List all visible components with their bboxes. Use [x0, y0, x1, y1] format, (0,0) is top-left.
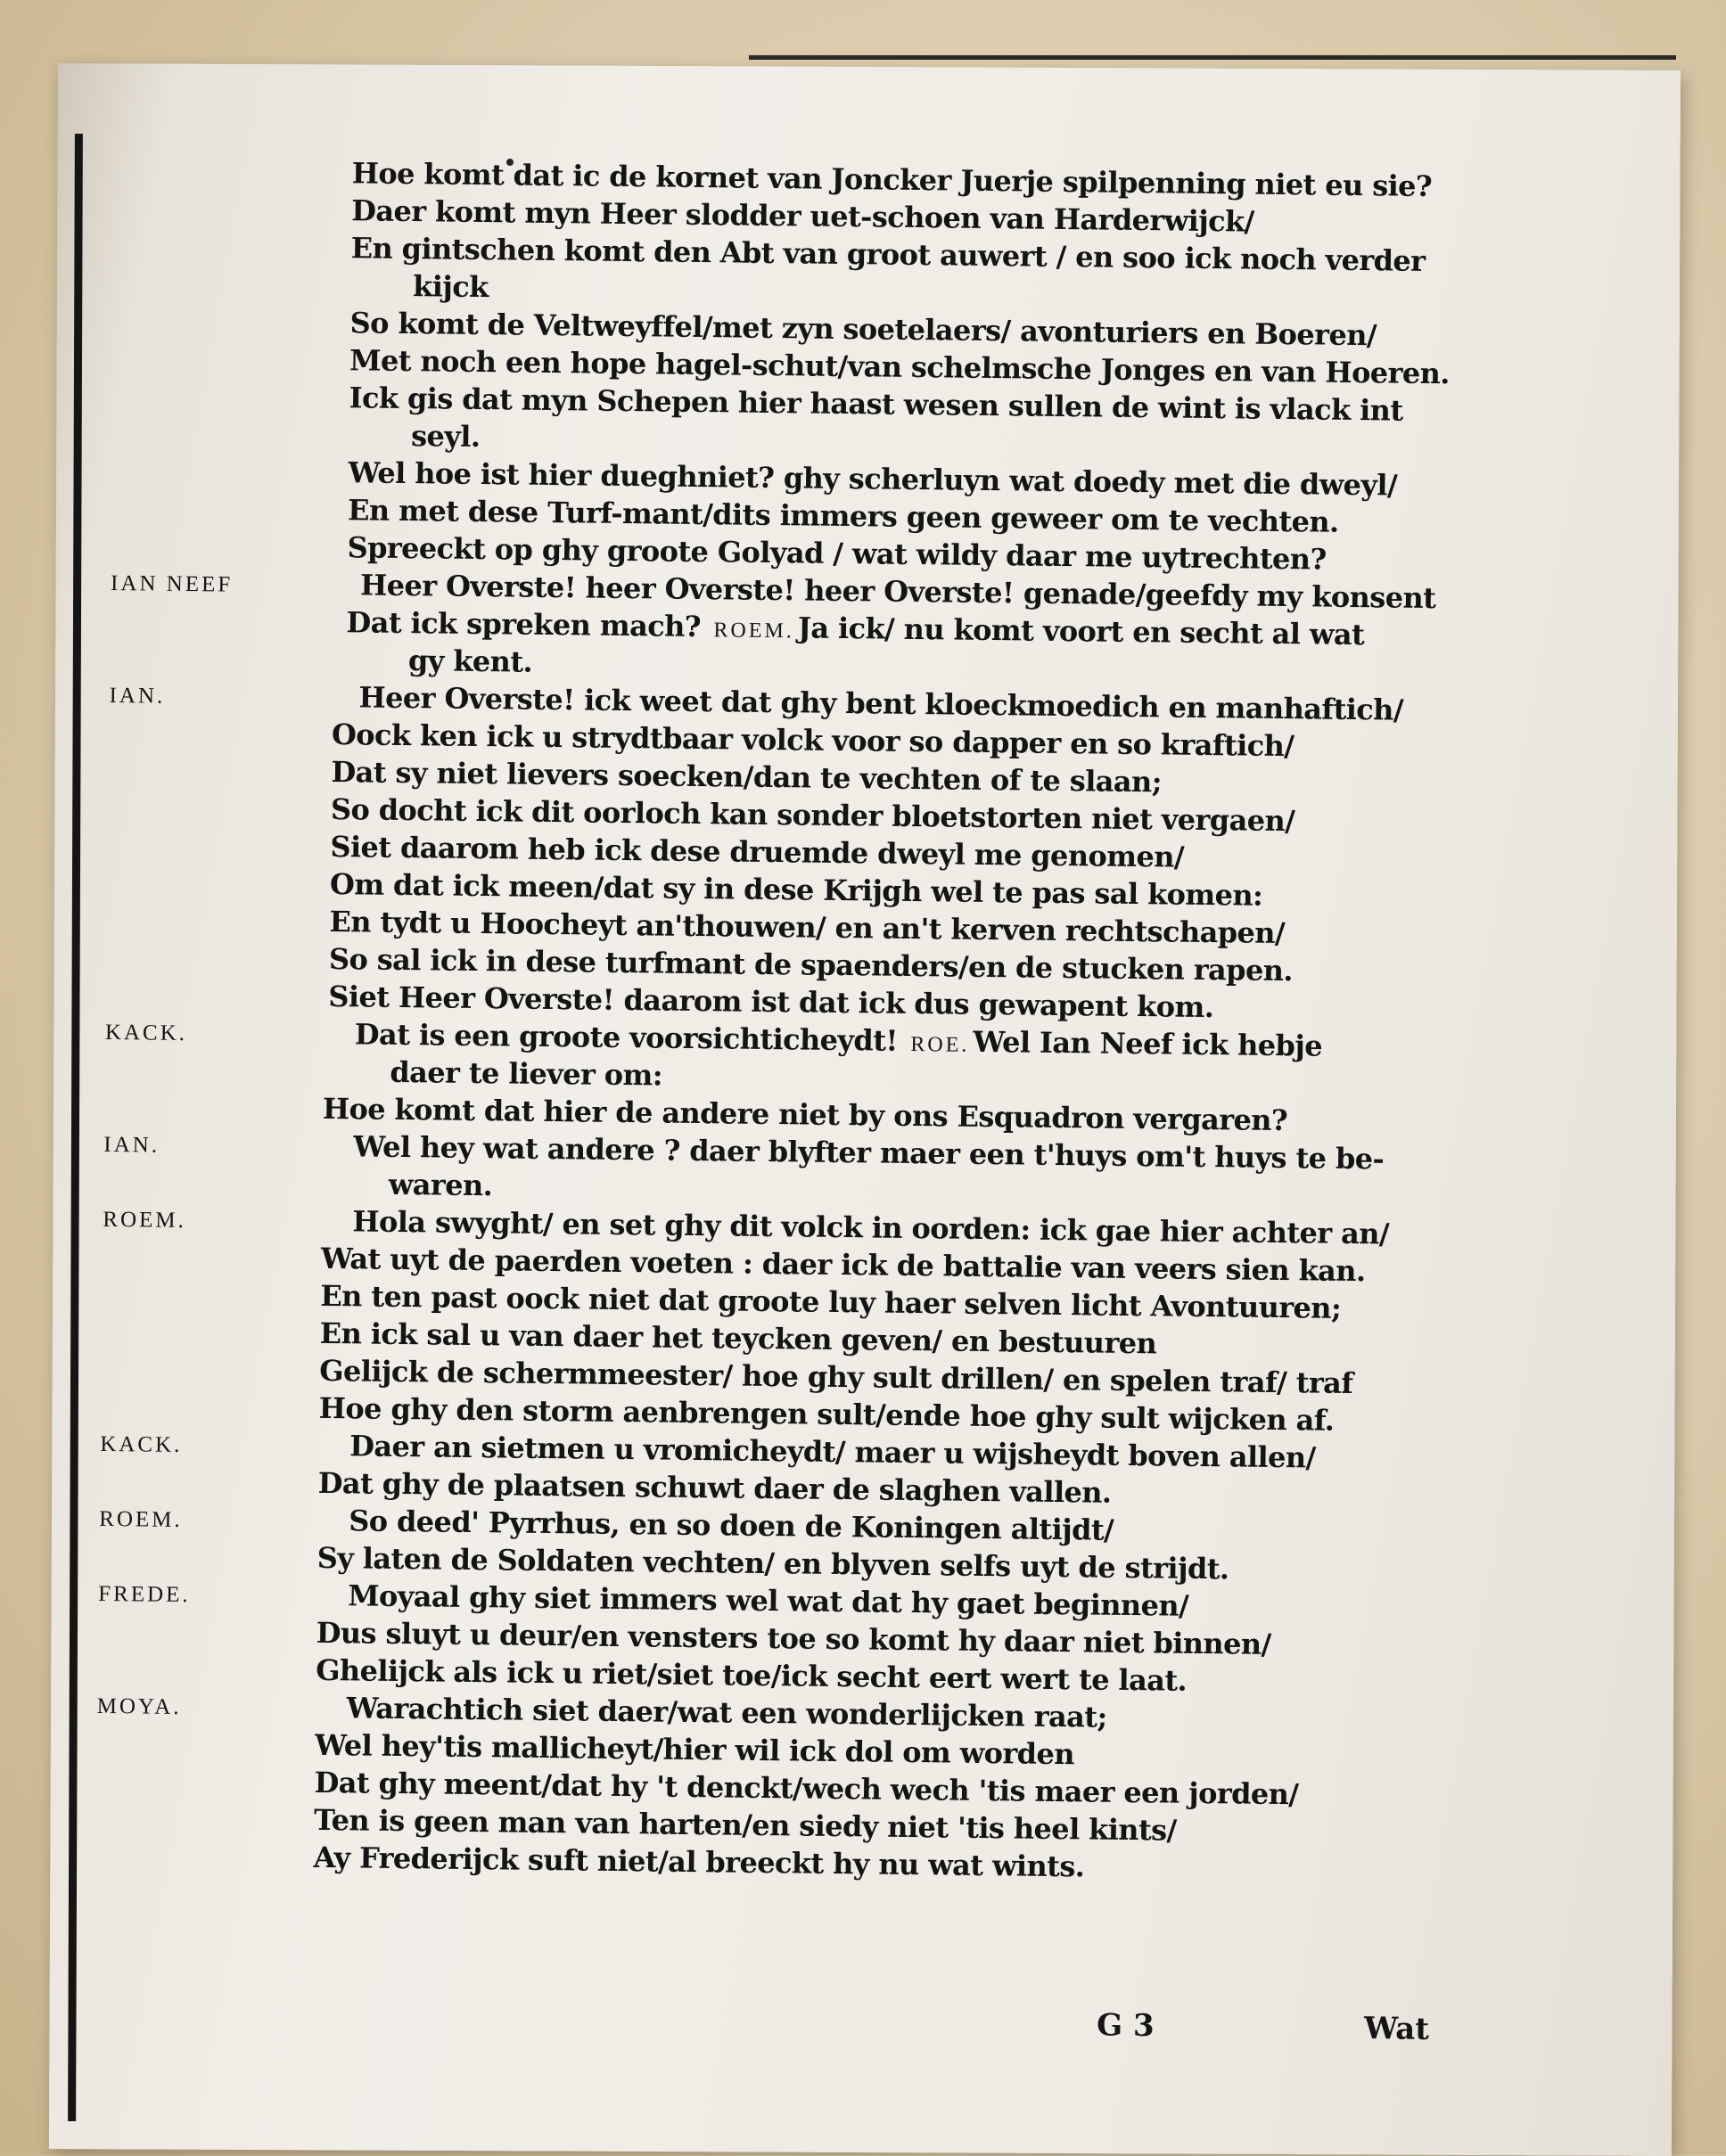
verse-segment: Hoe komt dat hier de andere niet by ons Esquadron vergaren? — [322, 1091, 1288, 1138]
verse-segment: En ten past oock niet dat groote luy haer selven licht Avontuuren; — [320, 1278, 1342, 1325]
verse-text — [413, 267, 489, 306]
verse-segment: Siet Heer Overste! daarom ist dat ick dus gewapent kom. — [328, 979, 1214, 1025]
verse-segment: Sy laten de Soldaten vechten/ en blyven selfs uyt de strijdt. — [316, 1540, 1229, 1586]
verse-segment: So sal ick in dese turfmant de spaenders/en de stucken rapen. — [328, 941, 1294, 988]
verse-segment: Ja ick/ nu komt voort en secht al wat — [797, 611, 1365, 652]
verse-segment: Hoe komt dat ic de kornet van Joncker Juerje spilpenning niet eu sie? — [351, 156, 1433, 204]
verse-text — [411, 417, 481, 455]
inline-speaker-label: ROE. — [910, 1032, 970, 1057]
verse-segment: En met dese Turf-mant/dits immers geen geweer om te vechten. — [347, 493, 1339, 539]
verse-segment: seyl. — [410, 419, 481, 455]
verse-segment: Wel hey'tis mallicheyt/hier wil ick dol om worden — [314, 1727, 1075, 1772]
verse-segment: Warachtich siet daer/wat een wonderlijcken raat; — [346, 1691, 1107, 1734]
speaker-label: ROEM. — [99, 1506, 183, 1533]
inline-speaker-label: ROEM. — [713, 619, 794, 644]
verse-segment: Om dat ick meen/dat sy in dese Krijgh wel te pas sal komen: — [329, 866, 1263, 913]
verse-segment: Ten is geen man van harten/en siedy niet 'tis heel kints/ — [313, 1802, 1177, 1848]
verse-text — [390, 1053, 662, 1094]
verse-segment: kijck — [412, 269, 489, 305]
verse-text — [389, 1166, 493, 1204]
verse-segment: Dat ick spreken mach? — [346, 605, 702, 644]
speaker-label: IAN. — [103, 1132, 160, 1158]
verse-segment: Ay Frederijck suft niet/al breeckt hy nu wat wints. — [313, 1840, 1085, 1884]
verse-segment: En ick sal u van daer het teycken geven/ en bestuuren — [319, 1316, 1157, 1361]
verse-text-block — [95, 152, 1524, 1890]
speaker-label: KACK. — [100, 1431, 183, 1458]
verse-segment: Hola swyght/ en set ghy dit volck in oorden: ick gae hier achter an/ — [352, 1204, 1390, 1251]
speaker-label: MOYA. — [96, 1693, 182, 1720]
top-rule — [749, 55, 1676, 60]
speaker-label: ROEM. — [103, 1207, 187, 1234]
verse-segment: Dus sluyt u deur/en vensters toe so komt hy daar niet binnen/ — [316, 1615, 1271, 1661]
signature-mark: G 3 — [1096, 2007, 1155, 2045]
verse-segment: So docht ick dit oorloch kan sonder bloetstorten niet vergaen/ — [330, 792, 1295, 839]
verse-segment: Dat ghy meent/dat hy 't denckt/wech wech 'tis maer een jorden/ — [314, 1765, 1299, 1812]
verse-segment: So deed' Pyrrhus, en so doen de Koningen altijdt/ — [349, 1504, 1114, 1547]
verse-segment: Gelijck de schermmeester/ hoe ghy sult drillen/ en spelen traf/ traf — [319, 1353, 1353, 1401]
verse-segment: Wel Ian Neef ick hebje — [973, 1024, 1323, 1063]
verse-segment: En gintschen komt den Abt van groot auwert / en soo ick noch verder — [350, 231, 1426, 278]
verse-segment: gy kent. — [407, 644, 533, 679]
verse-segment: En tydt u Hoocheyt an'thouwen/ en an't kerven rechtschapen/ — [329, 904, 1286, 951]
verse-segment: Oock ken ick u strydtbaar volck voor so dapper en so kraftich/ — [331, 717, 1294, 764]
verse-segment: Siet daarom heb ick dese druemde dweyl me genomen/ — [330, 829, 1185, 874]
verse-segment: waren. — [388, 1167, 493, 1203]
verse-segment: Heer Overste! ick weet dat ghy bent kloeckmoedich en manhaftich/ — [358, 680, 1404, 727]
verse-segment: Dat ghy de plaatsen schuwt daer de slaghen vallen. — [317, 1465, 1112, 1510]
verse-segment: Wel hey wat andere ? daer blyfter maer een t'huys om't huys te be- — [353, 1129, 1385, 1176]
page-footer — [1097, 2007, 1481, 2056]
speaker-label: KACK. — [104, 1020, 188, 1046]
verse-segment: Wat uyt de paerden voeten : daer ick de battalie van veers sien kan. — [320, 1241, 1366, 1289]
speaker-label: FREDE. — [98, 1581, 191, 1608]
verse-segment: Heer Overste! heer Overste! heer Overste! genade/geefdy my konsent — [359, 568, 1436, 616]
verse-segment: Dat sy niet lievers soecken/dan te vechten of te slaan; — [331, 755, 1163, 799]
speaker-label: IAN. — [109, 683, 166, 709]
verse-segment: Wel hoe ist hier dueghniet? ghy scherluyn wat doedy met die dweyl/ — [348, 455, 1398, 503]
catchword: Wat — [1363, 2011, 1430, 2047]
verse-segment: So komt de Veltweyffel/met zyn soetelaers/ avonturiers en Boeren/ — [349, 306, 1377, 353]
verse-segment: Daer an sietmen u vromicheydt/ maer u wijsheydt boven allen/ — [349, 1429, 1316, 1475]
verse-segment: Ghelijck als ick u riet/siet toe/ick secht eert wert te laat. — [315, 1652, 1188, 1698]
speaker-label: IAN NEEF — [110, 570, 234, 597]
verse-segment: Dat is een groote voorsichticheydt! — [354, 1017, 899, 1058]
verse-segment: Hoe ghy den storm aenbrengen sult/ende hoe ghy sult wijcken af. — [318, 1390, 1335, 1438]
verse-segment: Daer komt myn Heer slodder uet-schoen van Harderwijck/ — [350, 193, 1254, 239]
verse-segment: Moyaal ghy siet immers wel wat dat hy gaet beginnen/ — [347, 1578, 1189, 1623]
verse-text — [408, 642, 533, 681]
verse-segment: Ick gis dat myn Schepen hier haast wesen sullen de wint is vlack int — [349, 381, 1403, 428]
verse-segment: daer te liever om: — [390, 1054, 663, 1093]
verse-segment: Met noch een hope hagel-schut/van schelmsche Jonges en van Hoeren. — [349, 343, 1451, 391]
verse-segment: Spreeckt op ghy groote Golyad / wat wildy daar me uytrechten? — [347, 530, 1327, 577]
